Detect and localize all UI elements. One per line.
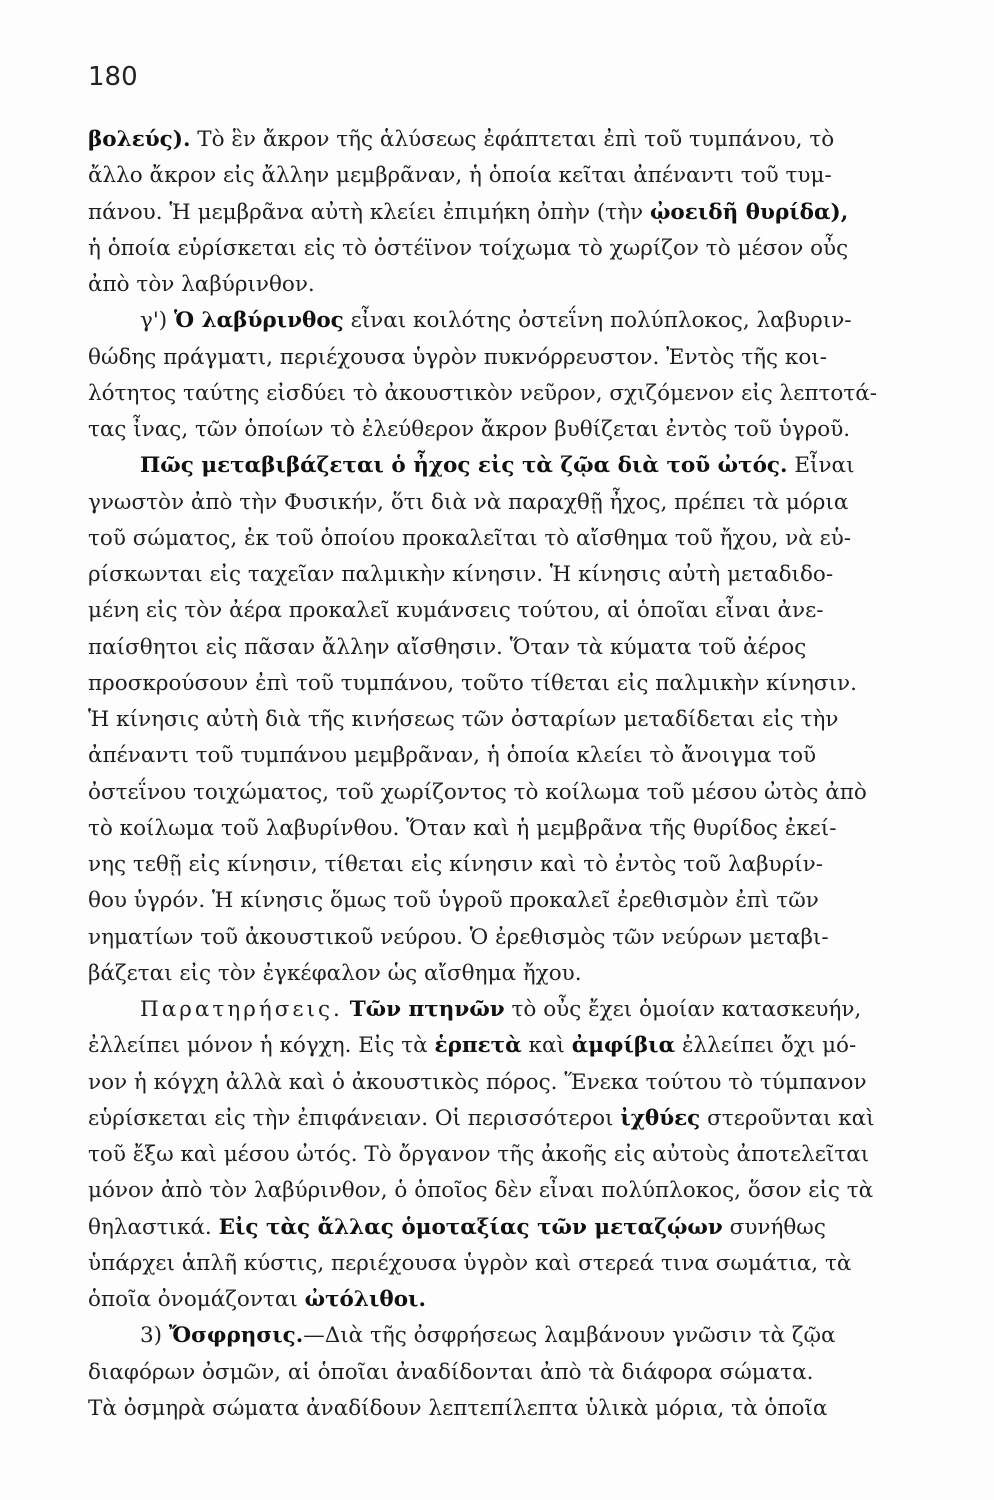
text-segment: θου ὑγρόν. Ἡ κίνησις ὅμως τοῦ ὑγροῦ προκαλεῖ ἐρεθισμὸν ἐπὶ τῶν (88, 888, 819, 914)
text-segment: ρίσκωνται εἰς ταχεῖαν παλμικὴν κίνησιν. Ἡ κίνησις αὐτὴ μεταδιδο- (88, 562, 834, 587)
text-line (88, 1173, 950, 1209)
text-segment: 3) (140, 1323, 169, 1349)
text-line (88, 195, 950, 231)
text-line (88, 1391, 950, 1427)
text-line (88, 666, 950, 702)
bold-term: ὠτόλιθοι. (304, 1287, 426, 1312)
text-segment: τὸ οὖς ἔχει ὁμοίαν κατασκευήν, (504, 997, 862, 1022)
text-segment: ὑπάρχει ἁπλῆ κύστις, περιέχουσα ὑγρὸν καὶ στερεά τινα σωμάτια, τὰ (88, 1250, 852, 1276)
text-line (88, 1318, 950, 1354)
text-line (88, 267, 950, 303)
text-segment: νης τεθῇ εἰς κίνησιν, τίθεται εἰς κίνησιν καὶ τὸ ἐντὸς τοῦ λαβυρίν- (88, 852, 823, 877)
bold-term: βολεύς). (88, 127, 191, 152)
bold-term: Εἰς τὰς ἄλλας ὁμοταξίας τῶν μεταζῴων (218, 1214, 723, 1240)
text-line (88, 158, 950, 194)
body-text (88, 122, 950, 1427)
bold-term: ᾠοειδῆ θυρίδα), (649, 199, 849, 225)
text-line (88, 811, 950, 847)
text-segment: Ἡ κίνησις αὐτὴ διὰ τῆς κινήσεως τῶν ὀσταρίων μεταδίδεται εἰς τὴν (88, 707, 839, 732)
text-segment: ἐλλείπει ὄχι μό- (675, 1033, 857, 1059)
text-line (88, 630, 950, 666)
bold-term: ἰχθύες (620, 1105, 701, 1131)
text-line (88, 992, 950, 1028)
text-line (88, 448, 950, 484)
text-line (88, 557, 950, 593)
text-segment: μένη εἰς τὸν ἀέρα προκαλεῖ κυμάνσεις τούτου, αἱ ὁποῖαι εἶναι ἀνε- (88, 598, 824, 624)
text-segment: προσκρούσουν ἐπὶ τοῦ τυμπάνου, τοῦτο τίθεται εἰς παλμικὴν κίνησιν. (88, 670, 857, 696)
text-segment: Τὸ ἓν ἄκρον τῆς ἁλύσεως ἐφάπτεται ἐπὶ τοῦ τυμπάνου, τὸ (190, 127, 835, 152)
text-segment: παίσθητοι εἰς πᾶσαν ἄλλην αἴσθησιν. Ὅταν τὰ κύματα τοῦ ἀέρος (88, 634, 807, 660)
text-line (88, 521, 950, 557)
text-segment: βάζεται εἰς τὸν ἐγκέφαλον ὡς αἴσθημα ἤχου. (88, 960, 582, 986)
text-line (88, 1355, 950, 1391)
text-segment: διαφόρων ὀσμῶν, αἱ ὁποῖαι ἀναδίδονται ἀπὸ τὰ διάφορα σώματα. (88, 1359, 814, 1385)
text-segment: θώδης πράγματι, περιέχουσα ὑγρὸν πυκνόρρευστον. Ἐντὸς τῆς κοι- (88, 344, 827, 370)
text-segment: νον ἡ κόγχη ἀλλὰ καὶ ὁ ἀκουστικὸς πόρος. Ἕνεκα τούτου τὸ τύμπανον (88, 1069, 867, 1095)
bold-term: ἀμφίβια (571, 1033, 676, 1059)
bold-term: Τῶν πτηνῶν (349, 997, 505, 1022)
text-segment: τας ἶνας, τῶν ὁποίων τὸ ἐλεύθερον ἄκρον βυθίζεται ἐντὸς τοῦ ὑγροῦ. (88, 417, 851, 442)
text-segment: μόνον ἀπὸ τὸν λαβύρινθον, ὁ ὁποῖος δὲν εἶναι πολύπλοκος, ὅσον εἰς τὰ (88, 1178, 874, 1204)
text-segment: Εἶναι (787, 453, 855, 479)
text-line (88, 920, 950, 956)
text-segment: ἄλλο ἄκρον εἰς ἄλλην μεμβρᾶναν, ἡ ὁποία κεῖται ἀπέναντι τοῦ τυμ- (88, 163, 832, 189)
text-segment: ἀπέναντι τοῦ τυμπάνου μεμβρᾶναν, ἡ ὁποία κλείει τὸ ἄνοιγμα τοῦ (88, 743, 817, 769)
text-line (88, 303, 950, 339)
bold-term: Πῶς μεταβιβάζεται ὁ ἦχος εἰς τὰ ζῷα διὰ τοῦ ὠτός. (140, 453, 788, 479)
text-line (88, 1246, 950, 1282)
text-line (88, 231, 950, 267)
text-segment: ἡ ὁποία εὑρίσκεται εἰς τὸ ὀστέϊνον τοίχωμα τὸ χωρίζον τὸ μέσον οὖς (88, 235, 849, 261)
text-segment: γ') (140, 308, 174, 334)
text-line (88, 340, 950, 376)
text-line (88, 956, 950, 992)
text-line (88, 1028, 950, 1064)
text-line (88, 702, 950, 738)
text-line (88, 883, 950, 919)
text-segment: νηματίων τοῦ ἀκουστικοῦ νεύρου. Ὁ ἐρεθισμὸς τῶν νεύρων μεταβι- (88, 924, 829, 950)
bold-term: Ὄσφρησις. (168, 1323, 304, 1349)
text-segment: θηλαστικά. (88, 1214, 219, 1240)
text-segment: ἐλλείπει μόνον ἡ κόγχη. Εἰς τὰ (88, 1033, 435, 1059)
text-line (88, 847, 950, 883)
text-line (88, 1282, 950, 1318)
text-line (88, 738, 950, 774)
bold-term: Ὁ λαβύρινθος (173, 308, 344, 334)
text-segment: ὀστεΐνου τοιχώματος, τοῦ χωρίζοντος τὸ κοίλωμα τοῦ μέσου ὠτὸς ἀπὸ (88, 779, 867, 805)
bold-term: ἑρπετὰ (434, 1033, 522, 1059)
text-segment: Παρατηρήσεις. (140, 997, 343, 1022)
text-segment: καὶ (521, 1033, 572, 1059)
text-line (88, 1137, 950, 1173)
text-segment: συνήθως (722, 1214, 826, 1240)
text-segment: τοῦ ἔξω καὶ μέσου ὠτός. Τὸ ὄργανον τῆς ἀκοῆς εἰς αὐτοὺς ἀποτελεῖται (88, 1142, 870, 1167)
text-segment: εἶναι κοιλότης ὀστεΐνη πολύπλοκος, λαβυριν- (343, 308, 852, 334)
text-line (88, 376, 950, 412)
text-segment: γνωστὸν ἀπὸ τὴν Φυσικήν, ὅτι διὰ νὰ παραχθῇ ἦχος, πρέπει τὰ μόρια (88, 489, 849, 515)
text-segment: τὸ κοίλωμα τοῦ λαβυρίνθου. Ὅταν καὶ ἡ μεμβρᾶνα τῆς θυρίδος ἐκεί- (88, 815, 837, 841)
text-line (88, 412, 950, 448)
text-line (88, 1065, 950, 1101)
text-segment: —Διὰ τῆς ὀσφρήσεως λαμβάνουν γνῶσιν τὰ ζῷα (303, 1323, 836, 1349)
text-segment: ἀπὸ τὸν λαβύρινθον. (88, 272, 315, 297)
text-line (88, 122, 950, 158)
text-line (88, 775, 950, 811)
text-segment: πάνου. Ἡ μεμβρᾶνα αὐτὴ κλείει ἐπιμήκη ὀπὴν (τὴν (88, 199, 650, 225)
text-line (88, 485, 950, 521)
text-segment: Τὰ ὀσμηρὰ σώματα ἀναδίδουν λεπτεπίλεπτα ὑλικὰ μόρια, τὰ ὁποῖα (88, 1395, 828, 1421)
text-line (88, 1101, 950, 1137)
text-segment: στεροῦνται καὶ (700, 1105, 875, 1131)
text-segment: τοῦ σώματος, ἐκ τοῦ ὁποίου προκαλεῖται τὸ αἴσθημα τοῦ ἤχου, νὰ εὑ- (88, 525, 852, 551)
text-segment: λότητος ταύτης εἰσδύει τὸ ἀκουστικὸν νεῦρον, σχιζόμενον εἰς λεπτοτά- (88, 380, 878, 406)
text-segment: ὁποῖα ὀνομάζονται (88, 1287, 305, 1312)
text-segment: εὑρίσκεται εἰς τὴν ἐπιφάνειαν. Οἱ περισσότεροι (88, 1105, 621, 1131)
text-line (88, 1210, 950, 1246)
text-line (88, 593, 950, 629)
text-segment (343, 997, 350, 1022)
page-number: 180 (88, 62, 138, 92)
